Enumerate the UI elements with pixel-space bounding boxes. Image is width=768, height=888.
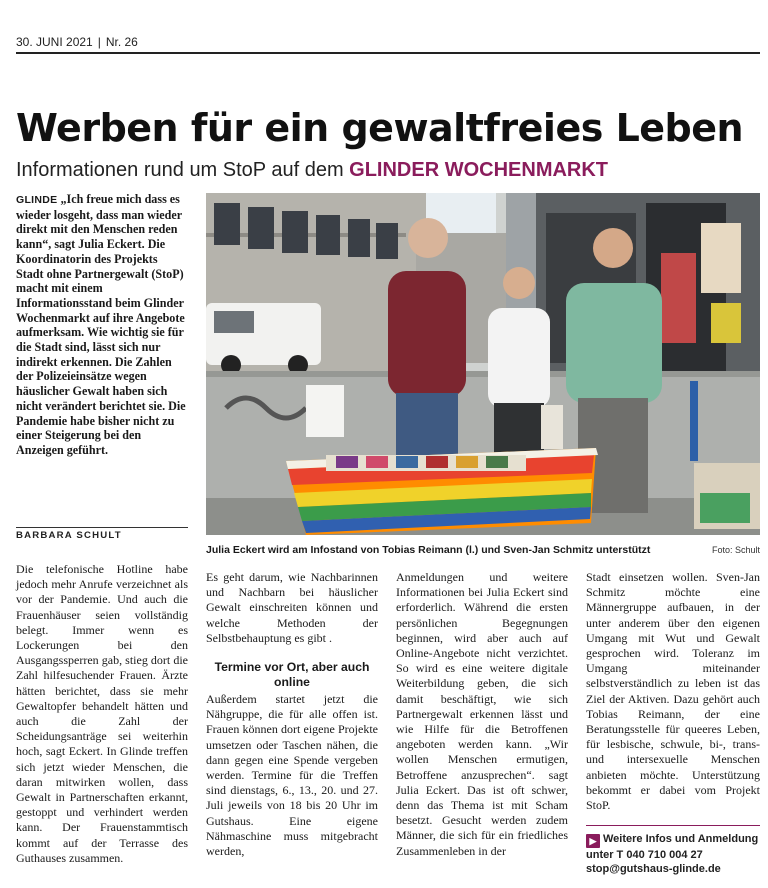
infobox [586,832,760,876]
column-4-text: Stadt einsetzen wollen. Sven-Jan Schmitz möchte eine Männergruppe aufbauen, in der unter anderem über den eigenen Umgang mit Wut und Gewalt gesprochen wird. Toleranz im Umgang miteinander selbstverständlich zu leben ist das Ziel der Aktiven. Dazu gehört auch Tobias Reimann, der eine Beratungsstelle für queeres Leben, für lesbische, schwule, bi-, trans- und intersexuelle Menschen anbieten möchte. Unterstützung bekommt er dabei vom Projekt StoP. [586,570,760,813]
column-2-text-a: Es geht darum, wie Nachbarinnen und Nachbarn bei häuslicher Gewalt einschreiten können und welche Methoden der Selbstbehauptung es gibt . [206,570,378,645]
article-column-4 [586,570,760,813]
infobox-text: Weitere Infos und Anmeldung unter T 040 710 004 27 [586,833,759,861]
dateline-place: GLINDE [16,194,58,206]
article-column-3 [396,570,568,859]
issue-number: Nr. 26 [105,35,138,49]
lead-text: „Ich freue mich dass es wieder losgeht, dass man wieder direkt mit den Menschen reden kann“, sagt Julia Eckert. Die Koordinatorin des Projekts Stadt ohne Partnergewalt (StoP) macht mit einem Informationsstand beim Glinder Wochenmarkt auf ihre Angebote aufmerksam. Wie wichtig sie für die Stadt sind, lässt sich nur indirekt erkennen. Die Zahlen der Polizeieinsätze wegen häuslicher Gewalt haben sich nicht verändert berichtet sie. Die Pandemie habe bisher nicht zu einer Steigerung bei den Anzeigen geführt. [16,192,186,457]
author-rule [16,527,188,528]
article-photo [206,193,760,535]
infobox-email[interactable]: stop@gutshaus-glinde.de [586,863,721,875]
article-column-2 [206,570,378,859]
stand-pole [690,381,698,461]
shop-display [661,253,696,343]
article-subheadline [16,157,760,183]
person-middle-blouse [488,308,550,408]
issue-header [16,35,138,49]
infobox-rule [586,825,760,826]
column-1-text: Die telefonische Hotline habe jedoch mehr Anrufe verzeichnet als vor der Pandemie. Und auch die Frauenhäuser seien vollständig belegt. Immer wenn es Lockerungen bei den Ausgangssperren gab, stieg dort die Zahl hilfesuchender Frauen. Ärzte hätten berichtet, dass sie mehr Gewaltopfer behandelt hätten und auch die Zahl der Scheidungsanträge sei weiterhin hoch, sagt Eckert. In Glinde treffen sich jetzt wieder Menschen, die daran mitwirken wollen, dass Gewalt in Partnerschaften erkannt, gestoppt und verhindert werden kann. Der Frauenstammtisch kommt auf der Terrasse des Guthauses zusammen. [16,562,188,865]
article-headline: Werben für ein gewaltfreies Leben [16,106,744,150]
person-right-head [593,228,633,268]
caption-text: Julia Eckert wird am Infostand von Tobias Reimann (l.) und Sven-Jan Schmitz unterstützt [206,544,651,556]
photo-credit: Foto: Schult [711,545,760,555]
person-right-shirt [566,283,662,403]
display-stand [541,405,563,449]
column-3-text: Anmeldungen und weitere Informationen bei Julia Eckert sind erforderlich. Während die ersten persönlichen Begegnungen beginnen, wird aber auch auf Online-Angebote nicht verzichtet. So wird es eine weitere digitale Weiterbildung geben, die sich damit beschäftigt, wie sich Partnergewalt erkennen lässt und wie Hilfe für die Betroffenen angeboten werden kann. „Wir wollen Menschen ermutigen, Betroffene anzusprechen“. sagt Julia Eckert. Das ist oft schwer, denn das Thema ist mit Scham besetzt. Gesucht werden zudem Männer, die sich für ein friedliches Zusammenleben in der [396,570,568,858]
article-column-1 [16,562,188,866]
column-2-text-b: Außerdem startet jetzt die Nähgruppe, die für alle offen ist. Frauen können dort eigene Projekte umsetzen oder Taschen nähen, die dann gegen eine Spende vergeben werden. Termine für die Treffen sind dienstags, 6., 13., 20. und 27. Juli jeweils von 18 bis 20 Uhr im Gutshaus. Eine eigene Nähmaschine muss mitgebracht werden, [206,692,378,859]
section-subtitle: Termine vor Ort, aber auch online [214,660,370,690]
subheadline-highlight: GLINDER WOCHENMARKT [349,159,609,181]
person-left-head [408,218,448,258]
photo-caption [206,544,760,556]
subheadline-text: Informationen rund um StoP auf dem [16,159,350,181]
person-middle-head [503,267,535,299]
header-separator: | [97,35,101,49]
author-byline: BARBARA SCHULT [16,530,122,541]
person-left-shirt [388,271,466,397]
issue-date: 30. JUNI 2021 [16,35,93,49]
lead-paragraph [16,192,188,458]
poster [306,385,344,437]
arrow-right-icon: ▶ [586,834,600,848]
header-rule [16,52,760,54]
